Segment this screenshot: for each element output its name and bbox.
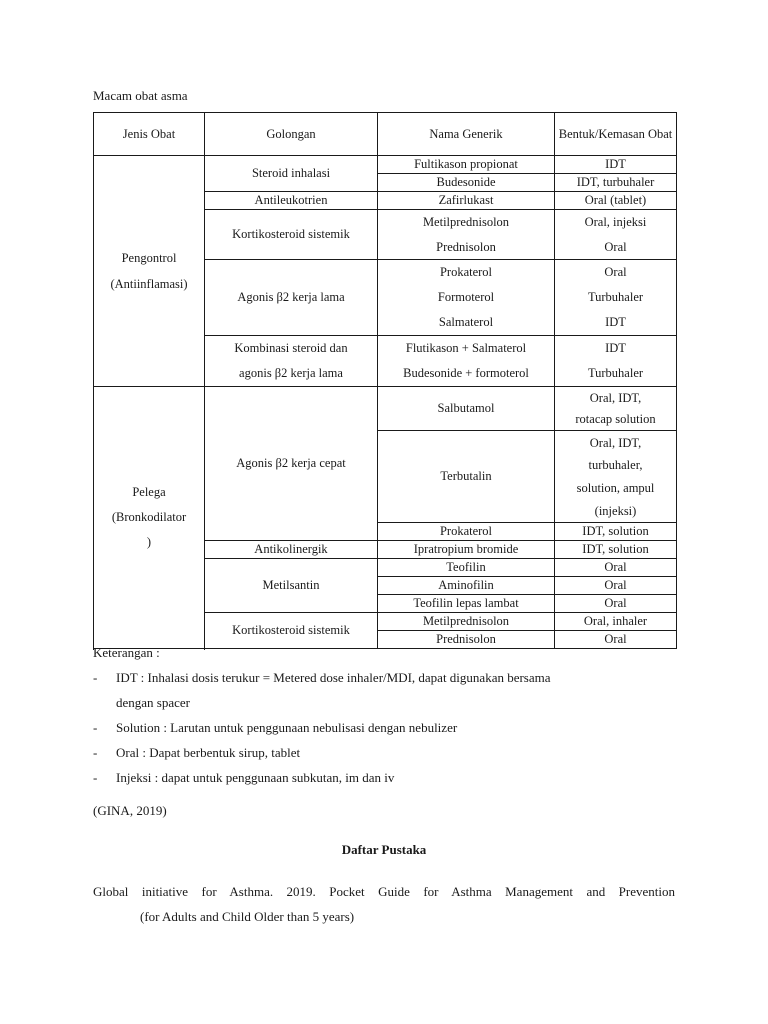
bullet-dash: - <box>93 720 98 735</box>
note-text: IDT : Inhalasi dosis terukur = Metered dose inhaler/MDI, dapat digunakan bersama <box>116 670 551 685</box>
bentuk-cell: IDT, solution <box>555 523 677 541</box>
generik-cell: Salbutamol <box>378 387 555 431</box>
jenis-pelega-line: Pelega <box>132 485 166 499</box>
bentuk-cell: Oral <box>555 236 677 260</box>
bentuk-cell: IDT, solution <box>555 541 677 559</box>
bentuk-cell: Oral <box>555 559 677 577</box>
jenis-pengontrol: Pengontrol (Antiinflamasi) <box>110 251 188 291</box>
jenis-pengontrol-cell <box>94 156 205 387</box>
references-heading: Daftar Pustaka <box>341 842 427 857</box>
bentuk-cell <box>555 431 677 523</box>
bentuk-line: Turbuhaler <box>587 366 644 380</box>
bentuk-cell: Oral <box>555 577 677 595</box>
generik-cell: Budesonide <box>378 174 555 192</box>
generik-line: Budesonide + formoterol <box>403 366 529 380</box>
table-header-row <box>94 113 677 156</box>
bentuk-cell: Oral (tablet) <box>555 192 677 210</box>
golongan-cell <box>205 336 378 387</box>
bentuk-line: Oral, IDT, <box>589 435 642 450</box>
notes-list <box>93 665 693 790</box>
bentuk-cell: Oral <box>555 631 677 649</box>
golongan-cell: Steroid inhalasi <box>205 156 378 192</box>
bentuk-cell <box>555 336 677 387</box>
generik-cell: Metilprednisolon <box>378 613 555 631</box>
table-row <box>94 387 677 431</box>
reference-line-continued: (for Adults and Child Older than 5 years) <box>140 909 355 924</box>
generik-cell: Zafirlukast <box>378 192 555 210</box>
generik-line: Flutikason + Salmaterol <box>405 341 527 355</box>
generik-cell: Prednisolon <box>378 631 555 649</box>
golongan-cell: Agonis β2 kerja lama <box>205 260 378 336</box>
list-item <box>93 740 693 765</box>
jenis-pelega-cell <box>94 387 205 649</box>
header-bentuk-kemasan: Bentuk/Kemasan Obat <box>555 113 677 156</box>
bentuk-line: solution, ampul <box>576 480 655 495</box>
note-text-continued: dengan spacer <box>116 695 190 710</box>
bentuk-line: Oral, IDT, <box>589 390 642 405</box>
note-text: Injeksi : dapat untuk penggunaan subkutan, im dan iv <box>116 770 395 785</box>
bentuk-cell <box>555 387 677 431</box>
list-item <box>93 715 693 740</box>
asthma-drug-table <box>93 112 677 649</box>
list-item <box>93 665 693 715</box>
golongan-cell: Antikolinergik <box>205 541 378 559</box>
reference-line: Global initiative for Asthma. 2019. Pocket Guide for Asthma Management and Prevention <box>93 884 675 899</box>
bentuk-cell: IDT, turbuhaler <box>555 174 677 192</box>
source-citation: (GINA, 2019) <box>93 803 167 818</box>
golongan-line: agonis β2 kerja lama <box>239 366 343 380</box>
generik-line: Formoterol <box>437 290 495 304</box>
bentuk-cell <box>555 260 677 336</box>
note-text: Oral : Dapat berbentuk sirup, tablet <box>116 745 301 760</box>
generik-cell: Ipratropium bromide <box>378 541 555 559</box>
bullet-dash: - <box>93 770 98 785</box>
jenis-pelega-line: (Bronkodilator <box>111 510 187 524</box>
generik-cell: Prednisolon <box>378 236 555 260</box>
golongan-cell: Kortikosteroid sistemik <box>205 613 378 649</box>
generik-cell <box>378 260 555 336</box>
generik-cell: Terbutalin <box>378 431 555 523</box>
header-jenis-obat: Jenis Obat <box>94 113 205 156</box>
bentuk-line: Turbuhaler <box>587 290 644 304</box>
bentuk-cell: Oral, injeksi <box>555 210 677 236</box>
bentuk-line: IDT <box>605 315 626 329</box>
generik-line: Salmaterol <box>438 315 494 329</box>
header-nama-generik: Nama Generik <box>378 113 555 156</box>
notes-heading: Keterangan : <box>93 645 160 660</box>
notes-section <box>93 640 693 790</box>
golongan-cell: Antileukotrien <box>205 192 378 210</box>
reference-entry <box>93 879 675 929</box>
bentuk-line: turbuhaler, <box>588 457 643 472</box>
generik-cell: Fultikason propionat <box>378 156 555 174</box>
golongan-cell: Kortikosteroid sistemik <box>205 210 378 260</box>
bentuk-cell: Oral, inhaler <box>555 613 677 631</box>
generik-cell <box>378 336 555 387</box>
bentuk-cell: Oral <box>555 595 677 613</box>
generik-line: Prokaterol <box>439 265 493 279</box>
bentuk-line: Oral <box>604 265 627 279</box>
table-row <box>94 156 677 174</box>
jenis-pelega-line: ) <box>146 535 152 549</box>
bullet-dash: - <box>93 745 98 760</box>
document-title: Macam obat asma <box>93 88 188 103</box>
bentuk-line: IDT <box>605 341 626 355</box>
golongan-cell: Metilsantin <box>205 559 378 613</box>
note-text: Solution : Larutan untuk penggunaan nebulisasi dengan nebulizer <box>116 720 458 735</box>
list-item <box>93 765 693 790</box>
golongan-line: Kombinasi steroid dan <box>234 341 348 355</box>
bullet-dash: - <box>93 670 98 685</box>
generik-cell: Teofilin <box>378 559 555 577</box>
generik-cell: Teofilin lepas lambat <box>378 595 555 613</box>
bentuk-line: rotacap solution <box>575 411 656 426</box>
generik-cell: Metilprednisolon <box>378 210 555 236</box>
generik-cell: Prokaterol <box>378 523 555 541</box>
header-golongan: Golongan <box>205 113 378 156</box>
golongan-cell: Agonis β2 kerja cepat <box>205 387 378 541</box>
bentuk-cell: IDT <box>555 156 677 174</box>
bentuk-line: (injeksi) <box>594 503 637 518</box>
generik-cell: Aminofilin <box>378 577 555 595</box>
